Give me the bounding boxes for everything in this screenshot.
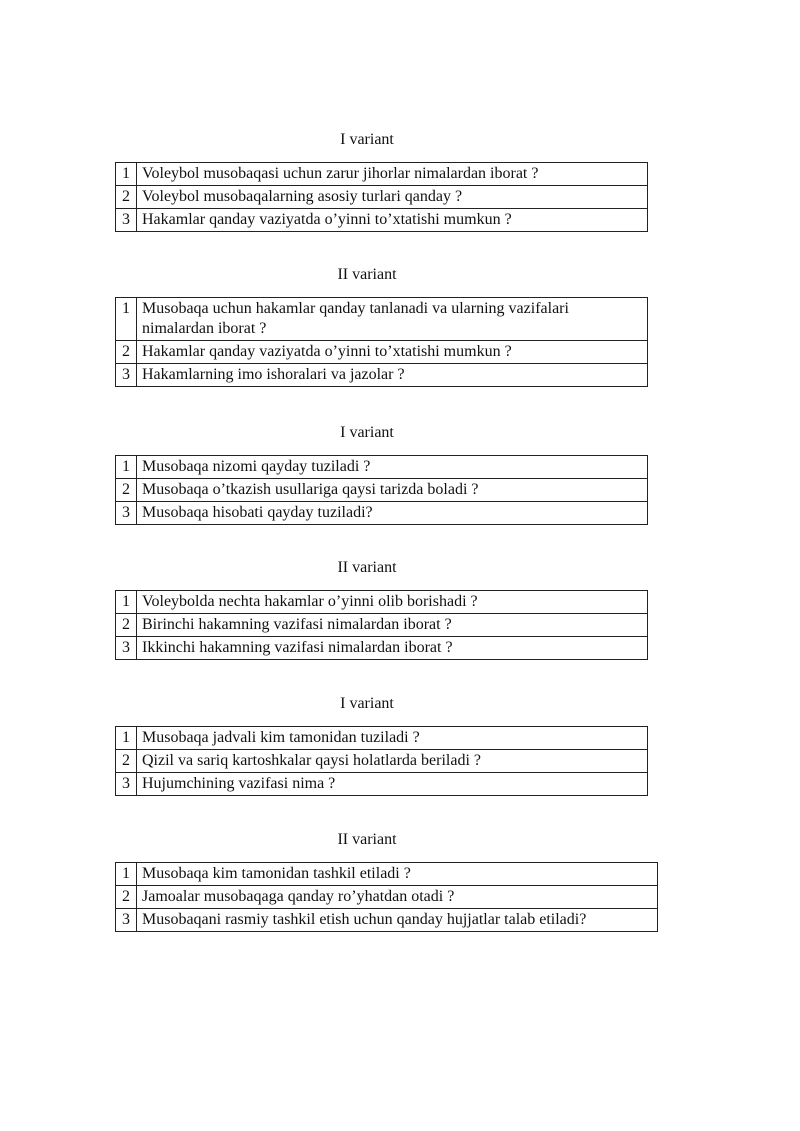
- variant-title: II variant: [337, 559, 397, 576]
- question-text: Musobaqani rasmiy tashkil etish uchun qanday hujjatlar talab etiladi?: [137, 909, 658, 932]
- table-row: [116, 479, 648, 502]
- question-number: 2: [116, 479, 137, 502]
- table-row: [116, 341, 648, 364]
- question-number: 1: [116, 727, 137, 750]
- table-row: [116, 727, 648, 750]
- question-text: Hakamlar qanday vaziyatda o’yinni to’xtatishi mumkun ?: [137, 341, 648, 364]
- table-row: [116, 750, 648, 773]
- question-number: 2: [116, 341, 137, 364]
- question-number: 3: [116, 909, 137, 932]
- table-row: [116, 163, 648, 186]
- variant-title: I variant: [340, 695, 394, 712]
- question-table: [115, 590, 648, 660]
- question-number: 2: [116, 614, 137, 637]
- question-text: Musobaqa jadvali kim tamonidan tuziladi ?: [137, 727, 648, 750]
- table-row: [116, 209, 648, 232]
- table-row: [116, 364, 648, 387]
- question-text: Hujumchining vazifasi nima ?: [137, 773, 648, 796]
- question-number: 3: [116, 502, 137, 525]
- table-row: [116, 591, 648, 614]
- table-row: [116, 456, 648, 479]
- question-text: Qizil va sariq kartoshkalar qaysi holatlarda beriladi ?: [137, 750, 648, 773]
- question-text: Hakamlar qanday vaziyatda o’yinni to’xtatishi mumkun ?: [137, 209, 648, 232]
- table-row: [116, 863, 658, 886]
- question-text: Musobaqa nizomi qayday tuziladi ?: [137, 456, 648, 479]
- question-number: 2: [116, 186, 137, 209]
- variant-title: II variant: [337, 831, 397, 848]
- table-row: [116, 186, 648, 209]
- question-number: 1: [116, 163, 137, 186]
- question-text: Voleybol musobaqasi uchun zarur jihorlar nimalardan iborat ?: [137, 163, 648, 186]
- question-text: Musobaqa kim tamonidan tashkil etiladi ?: [137, 863, 658, 886]
- variant-title: I variant: [340, 131, 394, 148]
- question-text: Hakamlarning imo ishoralari va jazolar ?: [137, 364, 648, 387]
- question-text: Voleybolda nechta hakamlar o’yinni olib borishadi ?: [137, 591, 648, 614]
- question-number: 1: [116, 863, 137, 886]
- table-row: [116, 637, 648, 660]
- question-table: [115, 455, 648, 525]
- question-text: Birinchi hakamning vazifasi nimalardan iborat ?: [137, 614, 648, 637]
- question-text: Ikkinchi hakamning vazifasi nimalardan iborat ?: [137, 637, 648, 660]
- question-table: [115, 297, 648, 387]
- question-text: Musobaqa hisobati qayday tuziladi?: [137, 502, 648, 525]
- table-row: [116, 909, 658, 932]
- question-number: 1: [116, 298, 137, 341]
- question-text: Voleybol musobaqalarning asosiy turlari qanday ?: [137, 186, 648, 209]
- table-row: [116, 614, 648, 637]
- question-number: 2: [116, 886, 137, 909]
- question-number: 2: [116, 750, 137, 773]
- table-row: [116, 773, 648, 796]
- table-row: [116, 298, 648, 341]
- question-number: 3: [116, 637, 137, 660]
- question-number: 3: [116, 773, 137, 796]
- table-row: [116, 886, 658, 909]
- table-row: [116, 502, 648, 525]
- question-table: [115, 862, 658, 932]
- variant-title: I variant: [340, 424, 394, 441]
- question-table: [115, 726, 648, 796]
- question-text: Musobaqa o’tkazish usullariga qaysi tarizda boladi ?: [137, 479, 648, 502]
- question-number: 1: [116, 591, 137, 614]
- question-text: Jamoalar musobaqaga qanday ro’yhatdan otadi ?: [137, 886, 658, 909]
- variant-title: II variant: [337, 266, 397, 283]
- question-number: 3: [116, 364, 137, 387]
- question-number: 3: [116, 209, 137, 232]
- question-number: 1: [116, 456, 137, 479]
- question-table: [115, 162, 648, 232]
- question-text: Musobaqa uchun hakamlar qanday tanlanadi va ularning vazifalari nimalardan iborat ?: [137, 298, 648, 341]
